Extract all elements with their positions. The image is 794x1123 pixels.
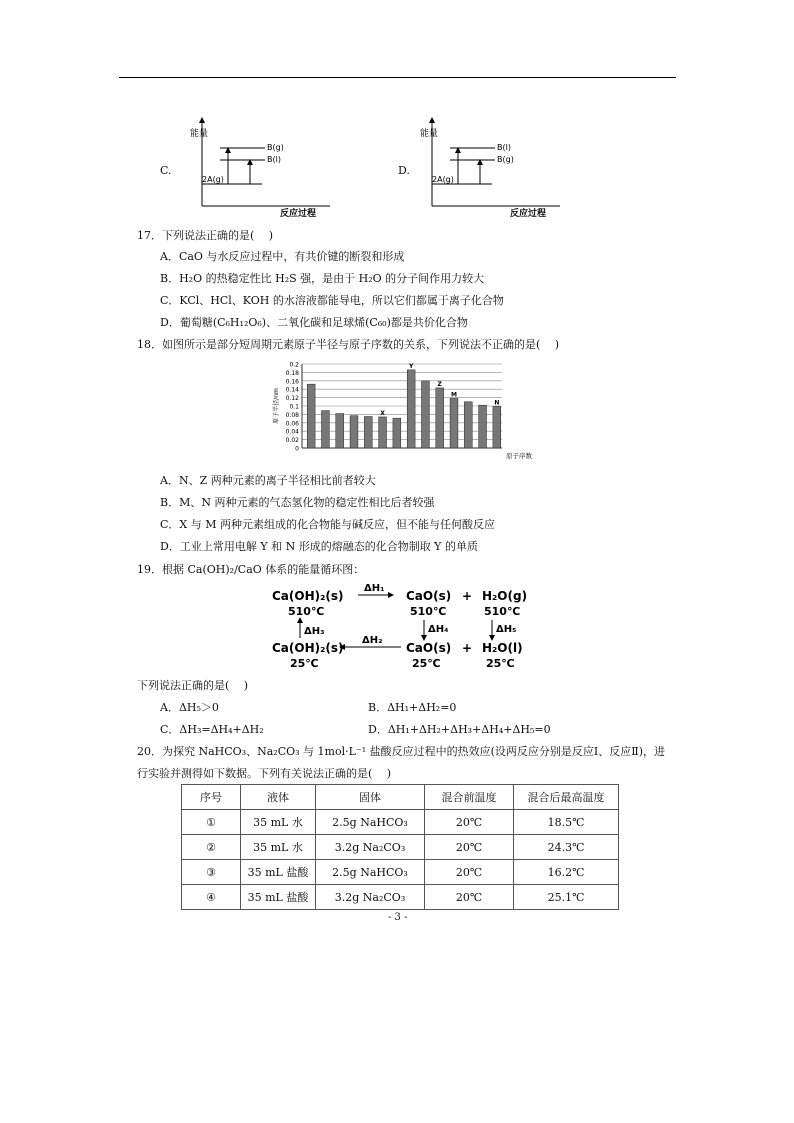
atomic-radius-chart	[270, 358, 532, 466]
cell: 20℃	[425, 860, 514, 885]
cell: 18.5℃	[514, 810, 619, 835]
cycle-br-formula: H₂O(l)	[482, 641, 523, 655]
cycle-tm-temp: 510℃	[410, 605, 447, 618]
bar-label: Y	[408, 362, 414, 370]
y-axis-label-c: 能量	[190, 129, 209, 139]
q18-option-c: C．X 与 M 两种元素组成的化合物能与碱反应，但不能与任何酸反应	[160, 518, 495, 531]
bar	[379, 417, 387, 448]
cycle-tl-formula: Ca(OH)₂(s)	[272, 589, 344, 603]
y-tick-label: 0.16	[285, 378, 299, 386]
cell: 35 mL 盐酸	[241, 860, 316, 885]
y-tick-label: 0.08	[285, 411, 299, 419]
q19-prompt: 下列说法正确的是( )	[137, 679, 249, 692]
cell: 3.2g Na₂CO₃	[316, 885, 425, 910]
cell: 20℃	[425, 810, 514, 835]
cycle-tm-formula: CaO(s)	[406, 589, 452, 603]
q19-option-c: C．ΔH₃=ΔH₄+ΔH₂	[160, 723, 264, 736]
cycle-tl-temp: 510℃	[288, 605, 325, 618]
cycle-dh2: ΔH₂	[362, 635, 383, 646]
bar-label: M	[451, 391, 457, 399]
cell: 35 mL 水	[241, 810, 316, 835]
q19-option-d: D．ΔH₁+ΔH₂+ΔH₃+ΔH₄+ΔH₅=0	[368, 723, 551, 736]
cycle-bl-temp: 25℃	[290, 657, 319, 670]
experiment-table	[181, 784, 619, 910]
q20-stem-line2: 行实验并测得如下数据。下列有关说法正确的是( )	[137, 767, 392, 780]
cycle-dh4: ΔH₄	[428, 624, 449, 635]
energy-diagram-d	[420, 116, 600, 220]
bar-label: Z	[437, 380, 442, 388]
bar	[422, 381, 430, 448]
q18-option-b: B．M、N 两种元素的气态氢化物的稳定性相比后者较强	[160, 496, 435, 509]
cell: 20℃	[425, 835, 514, 860]
y-tick-label: 0	[295, 445, 299, 453]
bar	[364, 417, 372, 449]
cycle-bm-temp: 25℃	[412, 657, 441, 670]
bar	[450, 398, 458, 448]
level-d-3: 2A(g)	[432, 175, 454, 184]
header-rule	[119, 77, 676, 78]
table-row	[182, 835, 619, 860]
cell: 35 mL 水	[241, 835, 316, 860]
bar	[436, 388, 444, 448]
cell: 20℃	[425, 885, 514, 910]
q17-option-b: B．H₂O 的热稳定性比 H₂S 强，是由于 H₂O 的分子间作用力较大	[160, 272, 485, 285]
header-index: 序号	[182, 785, 241, 810]
header-temp-after: 混合后最高温度	[514, 785, 619, 810]
cell: ③	[182, 860, 241, 885]
bar	[307, 384, 315, 448]
cycle-plus-bottom: +	[462, 641, 473, 655]
table-row	[182, 885, 619, 910]
header-temp-before: 混合前温度	[425, 785, 514, 810]
bar	[493, 406, 501, 448]
bar	[407, 370, 415, 448]
y-axis-label-d: 能量	[420, 129, 439, 139]
cell: 3.2g Na₂CO₃	[316, 835, 425, 860]
q20-stem-line1: 20．为探究 NaHCO₃、Na₂CO₃ 与 1mol·L⁻¹ 盐酸反应过程中的热效应(设两反应分别是反应Ⅰ、反应Ⅱ)，进	[137, 745, 666, 758]
bar	[322, 411, 330, 448]
bar	[336, 414, 344, 448]
y-tick-label: 0.14	[285, 386, 299, 394]
bar-label: N	[494, 399, 500, 407]
option-c-label: C.	[160, 164, 172, 177]
cell: 25.1℃	[514, 885, 619, 910]
header-solid: 固体	[316, 785, 425, 810]
cell: 2.5g NaHCO₃	[316, 860, 425, 885]
q18-stem: 18．如图所示是部分短周期元素原子半径与原子序数的关系，下列说法不正确的是( )	[137, 338, 560, 351]
option-d-label: D.	[398, 164, 410, 177]
cycle-bm-formula: CaO(s)	[406, 641, 452, 655]
energy-diagram-c	[190, 116, 370, 220]
bar	[350, 416, 358, 448]
y-tick-label: 0.2	[289, 361, 299, 369]
q18-option-d: D．工业上常用电解 Y 和 N 形成的熔融态的化合物制取 Y 的单质	[160, 540, 478, 553]
table-header-row	[182, 785, 619, 810]
bar	[479, 405, 487, 448]
level-c-3: 2A(g)	[202, 175, 224, 184]
q17-option-c: C．KCl、HCl、KOH 的水溶液都能导电，所以它们都属于离子化合物	[160, 294, 504, 307]
y-tick-label: 0.1	[289, 403, 299, 411]
energy-cycle-diagram	[266, 580, 536, 672]
q19-stem: 19．根据 Ca(OH)₂/CaO 体系的能量循环图：	[137, 563, 365, 576]
cell: 2.5g NaHCO₃	[316, 810, 425, 835]
cycle-bl-formula: Ca(OH)₂(s)	[272, 641, 344, 655]
bar-label: X	[380, 409, 385, 417]
cycle-dh3: ΔH₃	[304, 626, 325, 637]
cell: 16.2℃	[514, 860, 619, 885]
cell: ②	[182, 835, 241, 860]
q17-option-a: A．CaO 与水反应过程中，有共价键的断裂和形成	[160, 250, 405, 263]
q19-option-b: B．ΔH₁+ΔH₂=0	[368, 701, 457, 714]
cell: ①	[182, 810, 241, 835]
header-liquid: 液体	[241, 785, 316, 810]
y-tick-label: 0.18	[285, 369, 299, 377]
bar	[393, 418, 401, 448]
q17-option-d: D．葡萄糖(C₆H₁₂O₆)、二氧化碳和足球烯(C₆₀)都是共价化合物	[160, 316, 468, 329]
cycle-tr-temp: 510℃	[484, 605, 521, 618]
y-tick-label: 0.02	[285, 437, 299, 445]
table-row	[182, 860, 619, 885]
cycle-plus-top: +	[462, 589, 473, 603]
table-row	[182, 810, 619, 835]
cycle-dh5: ΔH₅	[496, 624, 517, 635]
cycle-dh1: ΔH₁	[364, 583, 385, 594]
x-axis-label-c: 反应过程	[280, 209, 317, 219]
y-tick-label: 0.12	[285, 395, 299, 403]
y-tick-label: 0.04	[285, 428, 299, 436]
level-c-1: B(g)	[267, 143, 284, 152]
y-tick-label: 0.06	[285, 420, 299, 428]
level-d-2: B(g)	[497, 155, 514, 164]
cell: 24.3℃	[514, 835, 619, 860]
level-c-2: B(l)	[267, 155, 281, 164]
q17-stem: 17．下列说法正确的是( )	[137, 229, 274, 242]
x-axis-label: 原子序数	[506, 452, 532, 460]
cell: ④	[182, 885, 241, 910]
level-d-1: B(l)	[497, 143, 511, 152]
y-axis-label: 原子半径/nm	[273, 388, 280, 424]
cycle-br-temp: 25℃	[486, 657, 515, 670]
x-axis-label-d: 反应过程	[510, 209, 547, 219]
bar	[464, 402, 472, 448]
page-number: - 3 -	[388, 912, 408, 923]
q19-option-a: A．ΔH₅＞0	[160, 701, 219, 714]
q18-option-a: A．N、Z 两种元素的离子半径相比前者较大	[160, 474, 376, 487]
cycle-tr-formula: H₂O(g)	[482, 589, 528, 603]
cell: 35 mL 盐酸	[241, 885, 316, 910]
